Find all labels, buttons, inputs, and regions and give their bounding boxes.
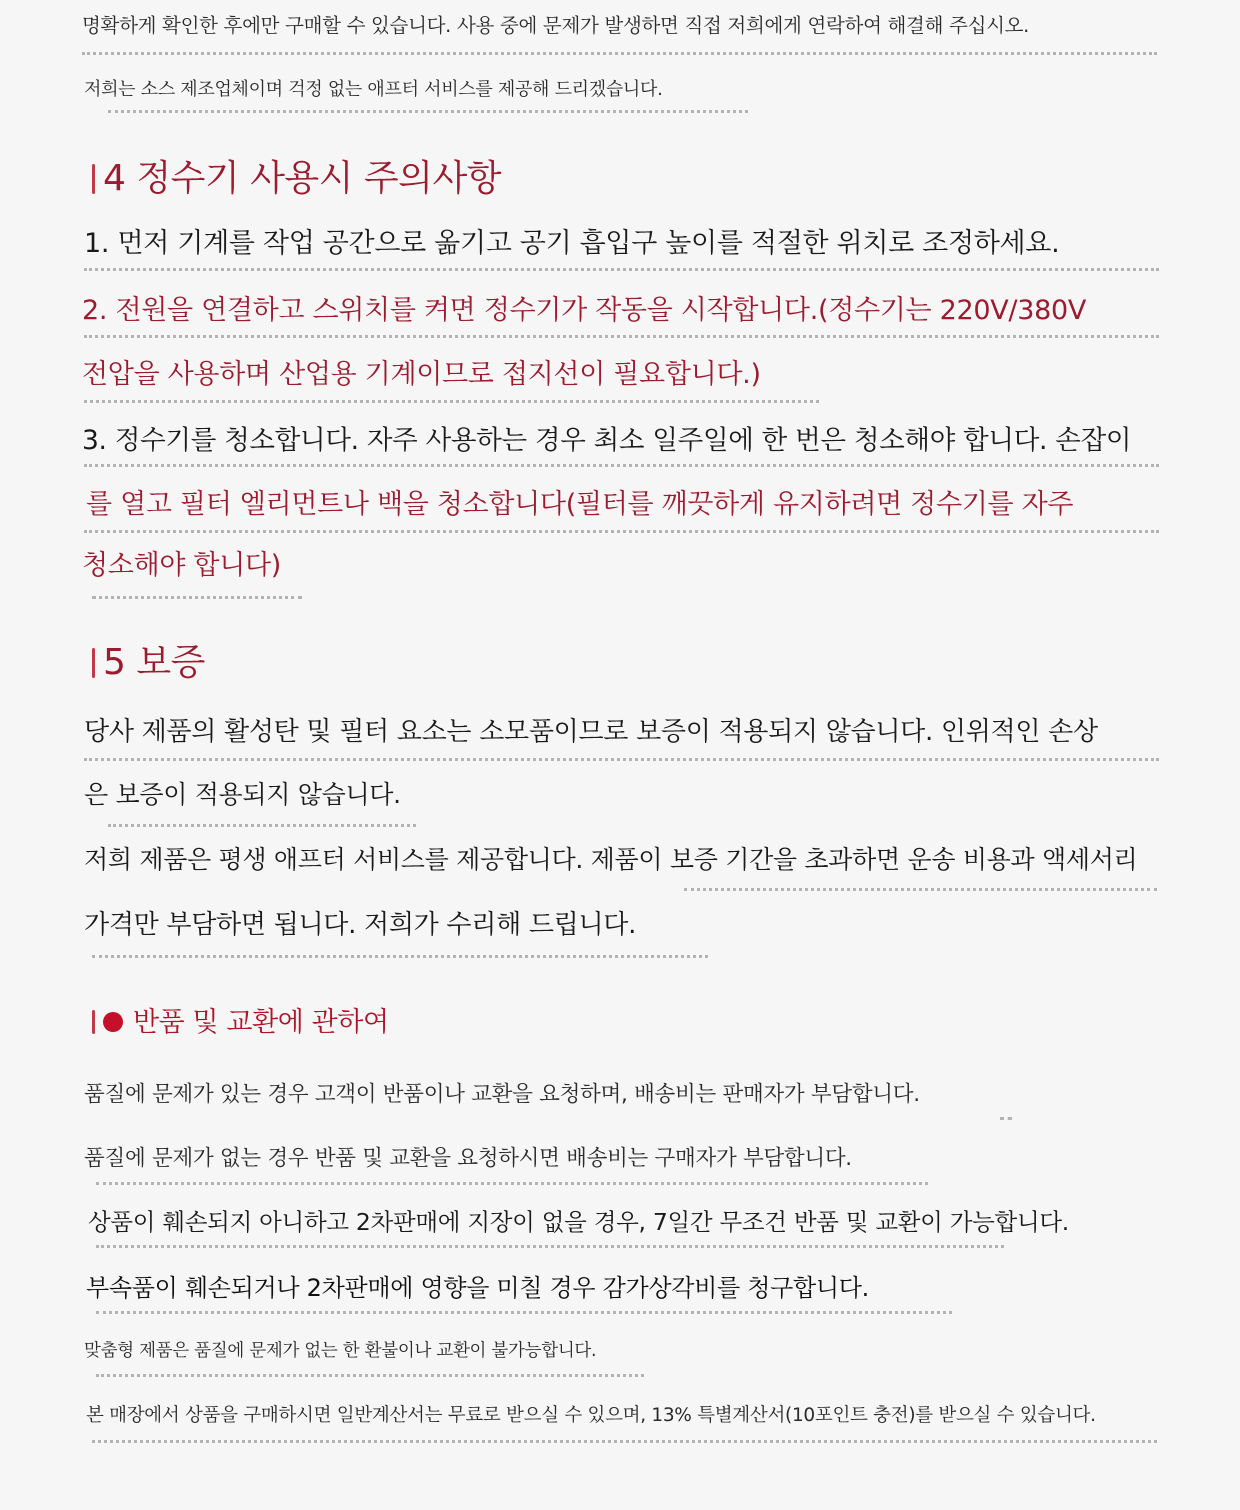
returns-line-4: 부속품이 훼손되거나 2차판매에 영향을 미칠 경우 감가상각비를 청구합니다.: [86, 1274, 870, 1302]
divider: [96, 1245, 1004, 1248]
divider: [84, 400, 819, 403]
divider: [84, 268, 1159, 271]
section-4-step-1: 1. 먼저 기계를 작업 공간으로 옮기고 공기 흡입구 높이를 적절한 위치로 조정하세요.: [84, 228, 1060, 259]
intro-line-1: 명확하게 확인한 후에만 구매할 수 있습니다. 사용 중에 문제가 발생하면 직접 저희에게 연락하여 해결해 주십시오.: [82, 14, 1030, 37]
section-5-p2b: 가격만 부담하면 됩니다. 저희가 수리해 드립니다.: [84, 910, 637, 940]
returns-line-3: 상품이 훼손되지 아니하고 2차판매에 지장이 없을 경우, 7일간 무조건 반품 및 교환이 가능합니다.: [88, 1208, 1069, 1236]
divider: [1000, 1117, 1012, 1120]
divider: [684, 888, 1157, 891]
divider: [96, 1374, 644, 1377]
section-4-title-text: 4 정수기 사용시 주의사항: [103, 158, 501, 199]
divider: [84, 464, 1159, 467]
intro-line-2: 저희는 소스 제조업체이며 걱정 없는 애프터 서비스를 제공해 드리겠습니다.: [84, 79, 663, 100]
divider: [84, 758, 1159, 761]
divider: [108, 110, 748, 113]
divider: [92, 1440, 1157, 1443]
heading-accent-bar: [92, 648, 95, 678]
divider: [92, 596, 302, 599]
section-4-title: [92, 150, 501, 201]
returns-line-6: 본 매장에서 상품을 구매하시면 일반계산서는 무료로 받으실 수 있으며, 13% 특별계산서(10포인트 충전)를 받으실 수 있습니다.: [86, 1405, 1096, 1426]
divider: [92, 955, 708, 958]
section-5-p2a: 저희 제품은 평생 애프터 서비스를 제공합니다. 제품이 보증 기간을 초과하면 운송 비용과 액세서리: [84, 845, 1138, 874]
section-5-title-text: 5 보증: [103, 642, 205, 683]
section-4-step-3a: 3. 정수기를 청소합니다. 자주 사용하는 경우 최소 일주일에 한 번은 청소해야 합니다. 손잡이: [82, 425, 1132, 456]
section-4-step-3b: 를 열고 필터 엘리먼트나 백을 청소합니다(필터를 깨끗하게 유지하려면 정수기를 자주: [86, 489, 1074, 520]
section-4-step-3c: 청소해야 합니다): [82, 550, 281, 581]
red-bullet-icon: [103, 1012, 123, 1032]
returns-title-text: 반품 및 교환에 관하여: [133, 1007, 389, 1038]
divider: [108, 824, 416, 827]
divider: [82, 52, 1157, 55]
returns-line-5: 맞춤형 제품은 품질에 문제가 없는 한 환불이나 교환이 불가능합니다.: [84, 1341, 597, 1361]
section-4-step-2b: 전압을 사용하며 산업용 기계이므로 접지선이 필요합니다.): [82, 359, 761, 390]
divider: [96, 1182, 928, 1185]
divider: [96, 1311, 952, 1314]
section-5-title: [92, 634, 205, 685]
heading-accent-bar: [92, 164, 95, 194]
returns-line-2: 품질에 문제가 없는 경우 반품 및 교환을 요청하시면 배송비는 구매자가 부담합니다.: [84, 1146, 852, 1171]
divider: [84, 335, 1159, 338]
divider: [84, 530, 1159, 533]
returns-title: [92, 1000, 389, 1039]
returns-line-1: 품질에 문제가 있는 경우 고객이 반품이나 교환을 요청하며, 배송비는 판매자가 부담합니다.: [84, 1082, 920, 1107]
section-5-p1a: 당사 제품의 활성탄 및 필터 요소는 소모품이므로 보증이 적용되지 않습니다. 인위적인 손상: [84, 717, 1098, 747]
section-4-step-2a: 2. 전원을 연결하고 스위치를 켜면 정수기가 작동을 시작합니다.(정수기는 220V/380V: [82, 295, 1087, 326]
heading-accent-bar: [92, 1010, 95, 1034]
section-5-p1b: 은 보증이 적용되지 않습니다.: [84, 780, 401, 809]
